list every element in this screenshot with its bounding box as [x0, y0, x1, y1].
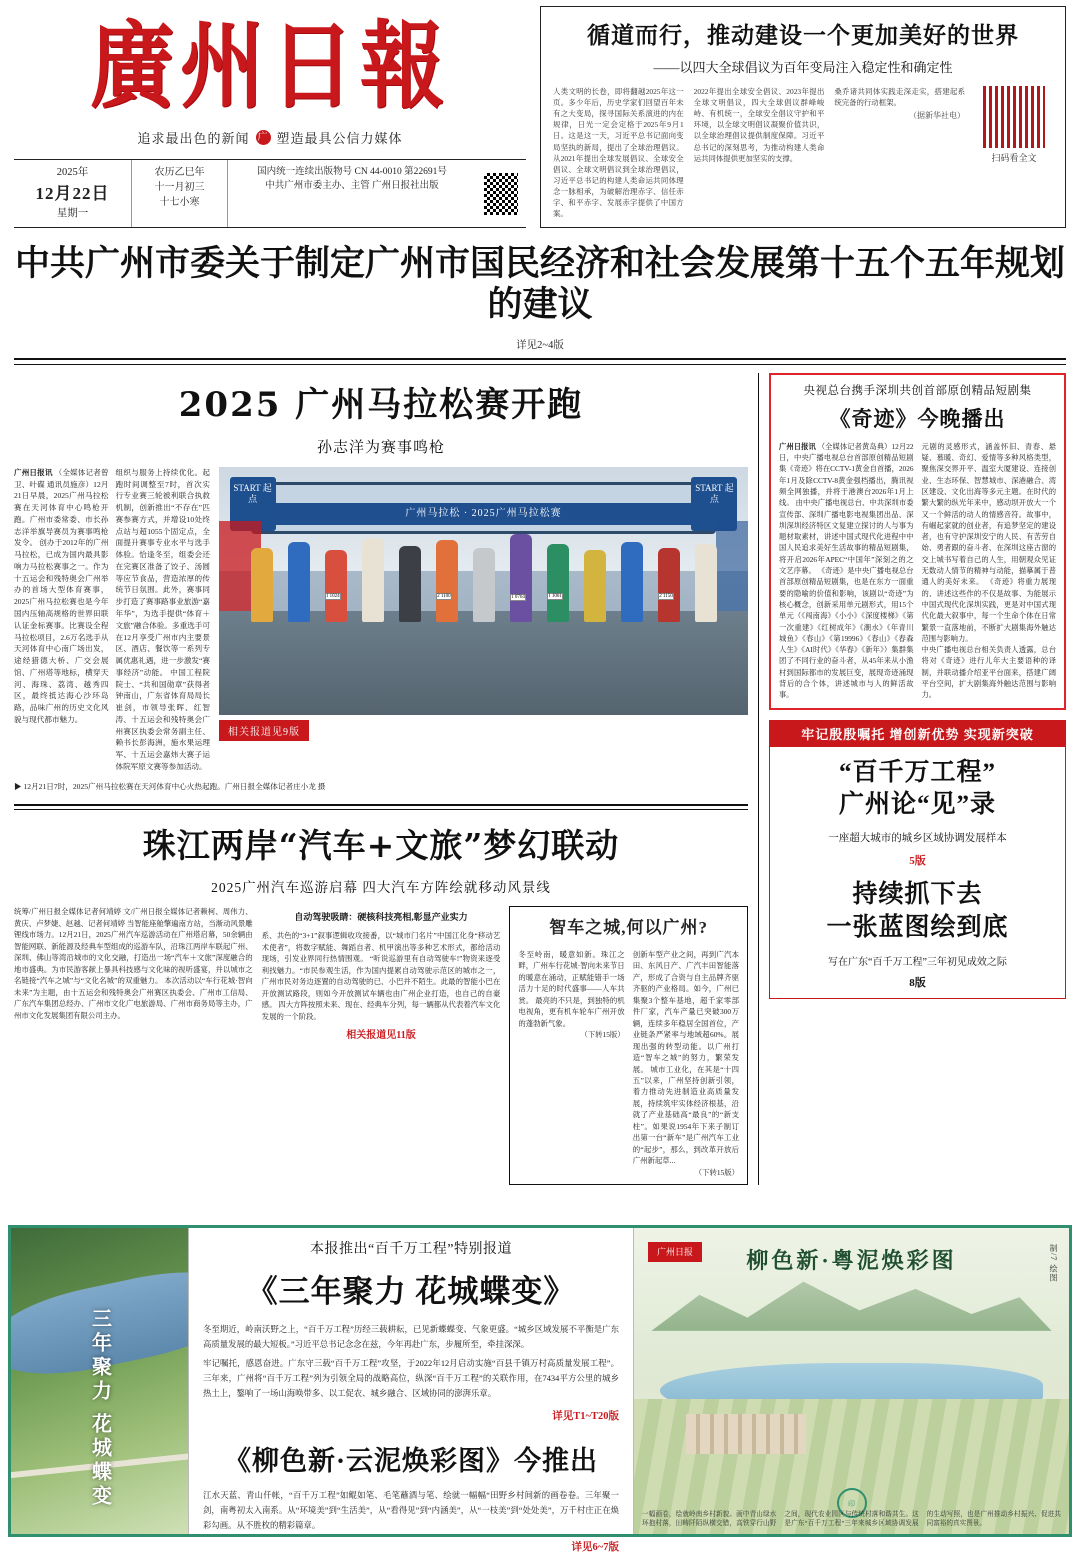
cctv-kicker: 央视总台携手深圳共创首部原创精品短剧集: [803, 384, 1032, 397]
aerial-photo-title: 三年聚力 花城蝶变: [88, 1307, 111, 1509]
date-main: 12月22日: [35, 183, 110, 203]
cctv-col-2: [922, 441, 1057, 701]
promo-title-line-2: 广州论“见”录: [838, 791, 996, 819]
runner-bib: 2 1100: [437, 593, 451, 599]
bottom-paragraphs: [203, 1323, 619, 1402]
smart-car-city-col-2: [633, 949, 739, 1178]
issue-number: 国内统一连续出版物号 CN 44-0010 第22691号: [257, 167, 447, 177]
lunar-line-1: 农历乙巳年: [154, 167, 205, 178]
marathon-col-1-text: （全媒体记者曾卫、叶碟 通讯员施彦）12月21日早晨，2025广州马拉松赛在天河体育中心鸣枪开跑。广州市委常委、市长孙志洋举旗导赛员为赛事鸣枪发令。 创办于2012年的广州马拉松，已成为国内最具影响力马拉松赛事之一。作为十五运会和残特奥会广州举办的首场大型体育赛事，2025广州马拉松赛也是今年国内压轴高规格的世界田联认证金标赛事。比赛设全程马拉松项目，2.6万名选手从天河体育中心南广场出发，途经猎德大桥、广交会展馆、广州塔等地标，横穿天河、海珠、荔湾、越秀四区，最终抵达海心沙环岛路，品味广州的历史文化风貌与现代都市魅力。: [14, 467, 109, 724]
smart-car-city-col-2-text: 创新车型产业之间，再到广汽本田、东风日产、广汽丰田智能落产，形成了合资与自主品牌齐驱齐驱的产业格局。如今，广州已集聚3个整车基地，超千家零部件厂家，汽车产量已突破300万辆，连续多年稳居全国首位，产业链条严紧率与地域超60%。展现出强的转型动能。以广州打造“智车之城”的努力，繁荣发展。 城市工业化，在其是“十四五”以来，广州坚持创新引领，着力推动先进制造业高质量发展，持续筑牢实体经济根基，沿就了产业基础高“最良”的“新支柱”。如果说1954年下来子制订出第一台“新车”是广州汽车工业的“起步”，那么，到改革开放后广州新起草...: [632, 949, 740, 1166]
bottom-page-reference-2[interactable]: 详见6~7版: [571, 1541, 619, 1553]
bottom-title: 《三年聚力 花城蝶变》: [246, 1274, 576, 1309]
runner-bib: 2 1150: [659, 593, 673, 599]
top-commentary-box: [540, 6, 1066, 228]
photo-start-arch: [251, 482, 717, 534]
promo-title-2[interactable]: [778, 878, 1057, 946]
pearl-river-col-1-text: 统筹/广州日报全媒体记者何靖婷 文/广州日报全媒体记者赖柯、周伟力、黄庆、卢梦婕、赵越、记者何靖婷 当智能座舱擎遍南方站，当渐动风景雕锂线市场力。12月21日，2025广州汽车巡游活动在广州塔启幕，50余辆由智能网联、新能源及经典车型组成的巡游车队，沿珠江两岸车联起广州、深圳、佛山等湾沿城市的文化交融，打造出一场“汽车＋文旅”深度融合的地市盛典。为市民游客献上暴具科技感与文化味的视听盛宴，并以城市之名链接“汽车之城”与“文化名城”的双重魅力。 本次活动以“车行花城·智向未来”为主题，由十五运会和残特奥会广州赛区执委会、广州市工信局、广东汽车集团总经办、广州市文化广电旅游局、广州市商务局等主办，广州市文化发展集团有限公司主办。: [14, 907, 253, 1020]
commentary-col-1: 人类文明的长卷，即将翻越2025年这一页。多少年后，历史学家们回望百年未有之大变局，探寻国际关系演进的内在规律，日光一定会定格于2025年9月1日。这是这一天，习近平总书记面向变局坚执的新局，提出了全球治理倡议。从2021年提出全球发展倡议、全球安全倡议、全球文明倡议到全球治理倡议，习近平总书记的构建人类命运共同体理念一脉相承，为破解治理赤字、信任赤字、和平赤字、发展赤字提供了中国方案。: [553, 87, 684, 219]
commentary-col-3: [834, 86, 965, 219]
continuation-note-left: （下转15版）: [580, 1030, 625, 1040]
newspaper-logo-text: 廣州日報: [89, 9, 450, 121]
marathon-text-columns: [14, 467, 210, 773]
continuation-note-right: （下转15版）: [694, 1167, 740, 1177]
promo-page-reference[interactable]: 5版: [909, 854, 926, 867]
illustration-caption: 一幅画卷，绘就岭南乡村新貌。画中青山绿水环抱村落，田畴阡陌纵横交错，高铁穿行山野之间，现代农业园区与传统村落和谐共生。这是广东“百千万工程”三年来城乡区域协调发展的生动写照，也是广州推动乡村振兴、促进共同富裕的真实图景。: [642, 1510, 1061, 1527]
pearl-river-columns: [14, 906, 748, 1185]
promo-subtitle-2: 写在广东“百千万工程”三年初见成效之际: [828, 957, 1007, 969]
marathon-col-2: 组织与服务上持续优化。起跑时间调整至7时，首次实行专业赛三轮被利联合执救机制，创新推出“不存在”匹赛参赛方式，并增设10处终点站与超1055个固定点，全面提升赛事专业水平与选手体验。恰逢冬至，组委会还在完赛区准备了饺子、汤圆等应节食品，营造浓厚的传统节日氛围。此外，赛事同步打造了赛事路事业旅游“嘉年华”，为选手提供“体育＋文旅”融合体验。多重选手可在12月享受广州市内主要景区、酒店、餐饮等一系列专属优惠礼遇，进一步激发“赛事经济”动能。 中国工程院院士、“共和国勋章”获得者钟南山，广东省体育局局长崔剑，市领导张晖、红智涛、十五运会和残特奥会广州赛区执委会常务副主任、赖书长彭海洲，施水果运理军、十五运会嘉炜大赛子运体院军原文赛等参加活动。: [115, 467, 210, 771]
bottom-para-1: 冬至期近，岭南沃野之上，“百千万工程”历经三载耕耘，已见新蝶蝶变、气象更盛。“城乡区域发展不平衡是广东高质量发展的最大短板。”习近平总书记念念在兹，今年再赴广东，步履所至，牵挂深深。: [203, 1325, 619, 1349]
divider-thick: [14, 358, 1066, 360]
date-year: 2025年: [56, 167, 89, 178]
cctv-source-label: 广州日报讯: [779, 441, 816, 451]
promo-page-reference-2[interactable]: 8版: [909, 977, 926, 990]
pearl-river-page-reference[interactable]: 相关报道见11版: [346, 1030, 416, 1042]
cctv-col-1: [779, 441, 914, 701]
publication-date: [14, 160, 132, 227]
promo-box: [769, 747, 1066, 1000]
arch-banner-text: 广州马拉松 · 2025广州马拉松赛: [405, 507, 562, 519]
marathon-photo: [219, 467, 748, 715]
bottom-kicker: 本报推出“百千万工程”特别报道: [310, 1242, 512, 1257]
cctv-drama-article: [769, 373, 1066, 710]
marathon-col-1: [14, 467, 109, 773]
start-sign-left: START 起点: [230, 477, 276, 531]
page-title: 中共广州市委关于制定广州市国民经济和社会发展第十五个五年规划的建议: [14, 243, 1065, 325]
illustration-title: 柳色新·粤泥焕彩图: [746, 1248, 957, 1273]
promo-subtitle: 一座超大城市的城乡区域协调发展样本: [828, 832, 1007, 844]
bottom-page-reference[interactable]: 详见T1~T20版: [552, 1410, 619, 1422]
headline-page-reference: 详见2~4版: [516, 339, 564, 351]
bottom-title-2: 《柳色新·云泥焕彩图》今推出: [223, 1445, 598, 1476]
smart-car-city-col-1: [518, 949, 624, 1178]
masthead-left: [14, 6, 526, 228]
bottom-para-2: 牢记嘱托，感恩奋进。广东守三载“百千万工程”攻坚，于2022年12月启动实施“百县千镇万村高质量发展工程”。三年来，广州将“百千万工程”列为引领全局的战略高位，纵深“百千万工程”的关联作用，在7434平方公里的城乡热土上，鏊响了一场山海唤带多、以工促农、城乡融合、区域协同的澎湃乐章。: [203, 1359, 619, 1398]
illustration-masthead-stamp: 广州日报: [648, 1242, 702, 1262]
commentary-subtitle: ——以四大全球倡议为百年变局注入稳定性和确定性: [653, 60, 953, 75]
lead-headline-zone: [0, 228, 1080, 352]
arch-banner: [254, 503, 714, 525]
right-rail: [758, 373, 1066, 1185]
pearl-river-subtitle: 2025广州汽车巡游启幕 四大汽车方阵绘就移动风景线: [211, 880, 551, 896]
marathon-text-block: [14, 467, 210, 773]
commentary-credit: （据新华社电）: [909, 111, 966, 121]
body-grid: [0, 373, 1080, 1185]
brand-dot-icon: 广: [257, 132, 269, 143]
article-source-label: 广州日报讯: [14, 467, 53, 477]
bottom-para-3: 江水天蓝、青山仟帐，“百千万工程”如鲲如笔、毛笔蘸酒与笔、绘就一幅幅“田野乡村间新的画卷卷。三年聚一剑，南粤初太入南系。从“环境美”到“生活美”，从“看得见”到“内涵美”，从“一枝美”到“处处美”，万千村庄正在焕彩勾画。从不胜枚的精彩篇章。: [203, 1490, 619, 1530]
aerial-photo: [11, 1228, 189, 1534]
date-weekday: 星期一: [56, 208, 89, 220]
bottom-feature-text: [189, 1228, 633, 1553]
pearl-river-col-1: [14, 906, 253, 1185]
promo-title-2-line-1: 持续抓下去: [852, 880, 983, 908]
illustration-credit: 制/7 绘图: [1049, 1244, 1058, 1283]
masthead-qr[interactable]: [476, 160, 526, 227]
main-column: [14, 373, 758, 1185]
illustration-seal-icon: 印: [837, 1488, 867, 1518]
pearl-river-col-2-text: 系、共色的“3+1”叙事逻辑收攻接番，以“城市门名片”中国江化身“移动艺术使者”，将数字赋能、舞蹈自者、机甲演出等多种艺术形式，都给活动现场，引发业界同行热情围观。 “听说巡游里有自动驾驶车!”物资来逐受利找魅力。“市民参观生活，作为国内提累自动驾驶示范区的城市之一，广州市民对务边逐置的自动驾驶的已、小巴并不陌生。此最的智能小巴在开放测试路段，则如今开放测试车辆也由广州企业打造，也自己的自豪感。 四大方阵按照未来、现在、经典车分列，每一辆都从代表着汽车文化发展的一个阶段。: [261, 931, 501, 1021]
slogan-right-text: 塑造最具公信力媒体: [276, 131, 403, 146]
runner-bib: 1 1061: [548, 593, 562, 599]
pearl-river-section-head: 自动驾驶吸睛：硬核科技亮相,彰显产业实力: [294, 912, 468, 923]
pearl-river-col-2: [262, 906, 501, 1185]
qr-caption: 扫码看全文: [991, 153, 1037, 163]
smart-car-city-body: [518, 949, 739, 1178]
start-sign-right: START 起点: [691, 477, 737, 531]
smart-car-city-title: 智车之城,何以广州?: [549, 918, 709, 938]
newspaper-logo: [14, 6, 526, 121]
masthead-slogan: [14, 128, 526, 147]
pearl-river-boxed-column: [509, 906, 748, 1185]
smart-car-city-col-1-text: 冬至岭南，暖意如新。珠江之畔，广州车行花城·智向未来节日的暖意在涌动，正赋能错手一场活力十足的时代盛事——人车共赏。 最亮的不只是，到独特的机电视角，更有机车轮车广州开放的蓬勃新气象。: [518, 949, 625, 1028]
lunar-date: [132, 160, 228, 227]
promo-title-line-1: “百千万工程”: [838, 758, 996, 786]
masthead: [0, 0, 1080, 228]
marathon-title: 2025 广州马拉松赛开跑: [178, 384, 584, 425]
cctv-body: [779, 441, 1056, 701]
publisher-info: 中共广州市委主办、主管 广州日报社出版: [265, 181, 439, 192]
divider-thick: [14, 804, 748, 806]
bottom-feature-band: [8, 1225, 1072, 1553]
issue-info: [228, 160, 476, 227]
smart-car-city-box: [509, 906, 748, 1185]
commentary-qr-block[interactable]: [975, 86, 1053, 219]
cctv-col-1-text: （全媒体记者黄岛典）12月22日，中央广播电视总台首部原创精品短剧集《奇迹》将在CCTV-1黄金自首播，2026年1月及除CCTV-8黄金强档播出，腾讯视频全网独播，并将于港澳台2026年1月上线。 由中央广播电视总台、中共深圳市委宣传部、深圳广播电影电视集团出品、深圳深圳经济特区文复建立探讨的人与事为题材取素材，讲述中国式现代化进程中中国人民追求美好生活故事的精品短剧集，将开启2026年APEC“中国年”深刻之的之文艺序幕。 《奇迹》是中央广播电视总台首部原创精品短剧集，也是在东方一面重要的隐喻的价值和影响，该剧以“奇迹”为核心概念，创新采用单元剧形式，用15个单元（《闯南海》《小小》《深度楼梯》《第一次重建》《红树成年》《潮水》《年青川城鱼》《春山》《第19996》《春山》《春森人生》《AI时代》《华春》《新年》）集群集团了不同行业的奋斗者，从45年来从小渔村到国际都市的发展巨变，展现奇迹涌现背后的合个体，讲述城市与人的鲜活故事。: [779, 441, 914, 700]
commentary-body: [553, 86, 1053, 219]
divider-thin: [14, 809, 748, 810]
masthead-info-bar: [14, 159, 526, 228]
lunar-line-3: 十七小寒: [159, 197, 200, 208]
promo-title-2-line-2: 一张蓝图绘到底: [826, 914, 1009, 942]
pearl-river-article: [14, 820, 748, 1185]
promo-title[interactable]: [778, 757, 1057, 822]
photo-road: [219, 611, 748, 715]
marathon-article: [14, 377, 748, 793]
qr-code-icon[interactable]: [983, 86, 1045, 148]
qr-code-icon[interactable]: [484, 173, 518, 215]
commentary-col-3-text: 桑乔诸共同体实践走深走实，搭建起系统完备的行动框架。: [834, 87, 966, 108]
slogan-left-text: 追求最出色的新闻: [137, 131, 250, 146]
runner-bib: 1 0764: [511, 595, 525, 601]
photo-runner-crowd: [219, 561, 748, 625]
pearl-river-title: 珠江两岸“汽车+文旅”梦幻联动: [142, 826, 620, 866]
promo-banner: 牢记殷殷嘱托 增创新优势 实现新突破: [769, 720, 1066, 747]
cctv-col-3-text: 中央广播电视总台相关负责人透露，总台将对《奇迹》进行儿年大主要语种的译制，并联动播介绍亚平台面来，搭建广阔平台空间，扩大剧集海外触达范围与影响力。: [921, 645, 1056, 700]
marathon-photo-credit: ▶ 12月21日7时，2025广州马拉松赛在天河体育中心火热起跑。广州日报全媒体记者庄小龙 摄: [14, 781, 326, 791]
cctv-col-2-text: 元剧的灵感形式，涵盖怀旧、青春、悬疑、慕暖、奇幻、爱情等多种风格类型，聚焦深交界开平、温室大厦建设、连接创业、生态环保、智慧城市、深港融合、湾区建设、文化出海等多元主题。在时代的繁大繁的纵光年来中，感动坝开放大一个又一个鲜活的动人的情感音符。故事中，有崛起家就的创业者，有追梦坚定的建设者，也有守护深圳安宁的人民、有苦劳自始、勇者跟的奋斗者、在深圳这座古窗的交上城书写着自己的人生，用朝观众见证无数动人情节的精神与动能，描摹属于普通人的美好未来。 《奇迹》将重力展现的、讲述这些作的不仅是故事、为能展示中国式现代化深圳实践，更是对中国式现代化最大叙事中，每一个生命个体在日常繁景一直落地前，不断扩大剧集海外触达范围与影响力。: [921, 441, 1056, 643]
marathon-photo-block: [219, 467, 748, 773]
commentary-col-2: 2022年提出全球安全倡议、2023年提出全球文明倡议，四大全球倡议群峰峻峙、有机统一，全球安全倡议守护和平环境，以全球文明倡议凝聚价值共识，以全球治理倡议提供制度保障。习近平总书记的深刻思考，为推动构建人类命运共同体提供更加坚实的支撑。: [693, 87, 825, 163]
cctv-title: 《奇迹》今晚播出: [829, 406, 1006, 431]
illustration-mountains: [651, 1271, 1051, 1331]
illustration-panel: [633, 1228, 1069, 1534]
divider-thin: [14, 364, 1066, 365]
illustration-village: [686, 1414, 806, 1454]
lunar-line-2: 十一月初三: [154, 182, 205, 193]
runner-bib: 1 1024: [325, 593, 340, 599]
marathon-photo-reference[interactable]: 相关报道见9版: [219, 720, 309, 741]
marathon-subtitle: 孙志洋为赛事鸣枪: [316, 439, 445, 456]
commentary-title: 循道而行，推动建设一个更加美好的世界: [587, 22, 1019, 49]
marathon-row: [14, 467, 748, 773]
